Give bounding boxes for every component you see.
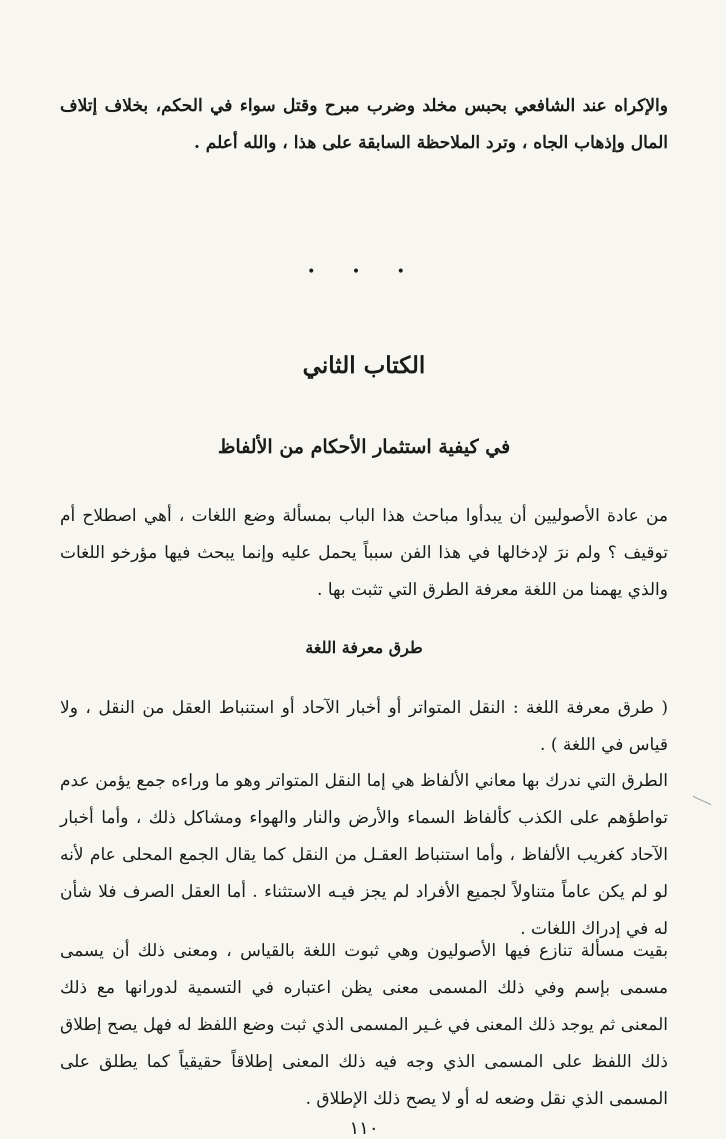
top-paragraph: والإكراه عند الشافعي بحبس مخلد وضرب مبرح وقتل سواء في الحكم، بخلاف إتلاف المال وإذهاب الجاه ، وترد الملاحظة السابقة على هذا ، والله أعلم . [60,96,668,153]
section-title: طرق معرفة اللغة [305,638,423,657]
section-separator: • • • [307,264,421,280]
margin-mark [693,796,712,805]
chapter-title: في كيفية استثمار الأحكام من الألفاظ [217,436,511,458]
page-number: ١١٠ [349,1118,379,1139]
body-paragraph-2: بقيت مسألة تنازع فيها الأصوليون وهي ثبوت اللغة بالقياس ، ومعنى ذلك أن يسمى مسمى بإسم وفي ذلك المسمى معنى يظن اعتباره في التسمية لدورانها مع ذلك المعنى ثم يوجد ذلك المعنى في غـير المسمى الذي ثبت وضع اللفظ له فهل يصح إطلاق ذلك اللفظ على المسمى الذي وجه فيه ذلك المعنى إطلاقاً حقيقياً كما يطلق على المسمى الذي نقل وضعه له أو لا يصح ذلك الإطلاق . [60,941,668,1109]
book-page [60,88,668,1139]
intro-paragraph: من عادة الأصوليين أن يبدأوا مباحث هذا الباب بمسألة وضع اللغات ، أهي اصطلاح أم توقيف ؟ ولم نرَ لإدخالها في هذا الفن سبباً يحمل عليه وإنما يبحث فيها مؤرخو اللغات والذي يهمنا من اللغة معرفة الطرق التي تثبت بها . [60,506,668,600]
body-paragraph-1: الطرق التي ندرك بها معاني الألفاظ هي إما النقل المتواتر وهو ما وراءه جمع يؤمن عدم تواطؤهم على الكذب كألفاظ السماء والأرض والنار والهواء ومشاكل ذلك ، وأما أخبار الآحاد كغريب الألفاظ ، وأما استنباط العقـل من النقل كما يقال الجمع المحلى عام لأنه لو لم يكن عاماً متناولاً لجميع الأفراد لم يجز فيـه الاستثناء . أما العقل الصرف فلا شأن له في إدراك اللغات . [60,771,668,939]
summary-paragraph: ( طرق معرفة اللغة : النقل المتواتر أو أخبار الآحاد أو استنباط العقل من النقل ، ولا قياس في اللغة ) . [60,698,668,755]
book-title: الكتاب الثاني [302,352,426,379]
